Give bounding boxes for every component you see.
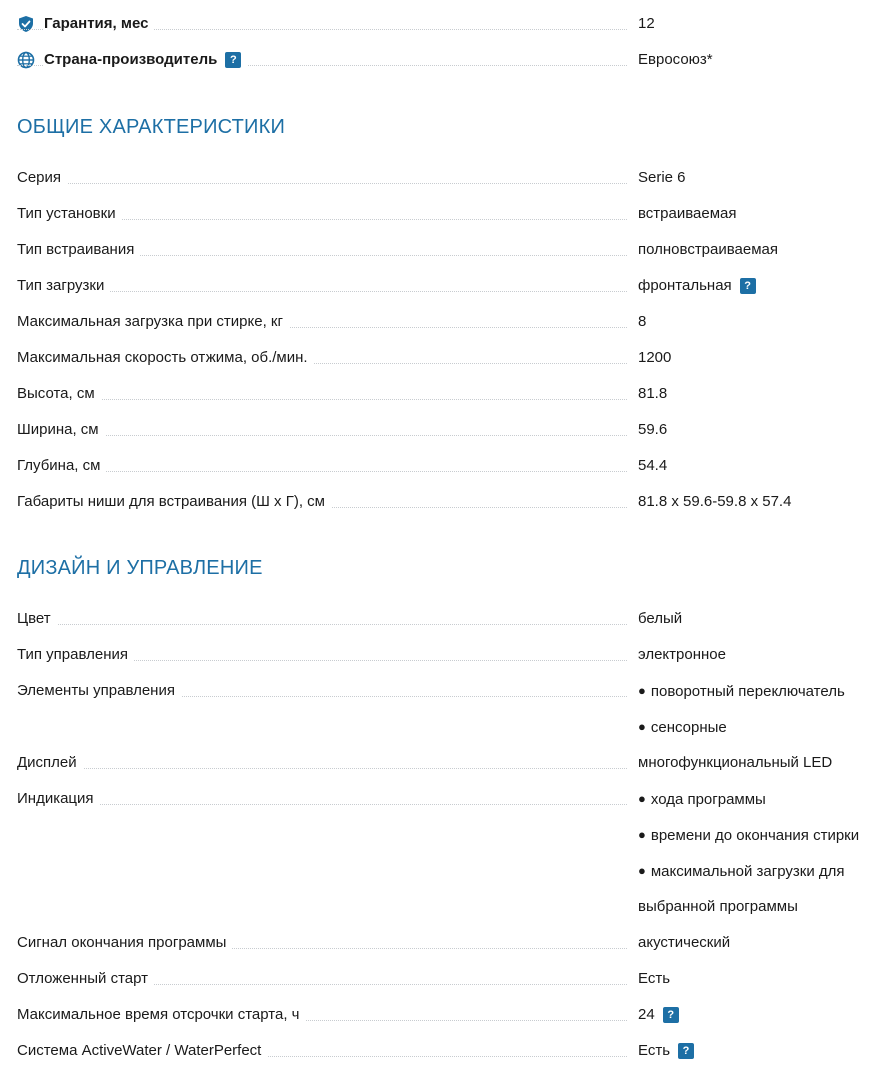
bullet-icon: ● bbox=[638, 827, 646, 842]
spec-value bbox=[638, 274, 756, 298]
spec-value bbox=[638, 310, 646, 334]
spec-value-text: Есть bbox=[638, 1042, 671, 1059]
spec-value-text: хода программы bbox=[650, 791, 766, 808]
spec-row bbox=[17, 925, 886, 961]
spec-row-continuation bbox=[17, 709, 886, 745]
spec-row bbox=[17, 412, 886, 448]
spec-value bbox=[638, 382, 667, 406]
spec-value bbox=[638, 346, 671, 370]
spec-label: Отложенный старт bbox=[17, 967, 154, 991]
spec-label: Система ActiveWater / WaterPerfect bbox=[17, 1039, 267, 1063]
spec-value-text: Serie 6 bbox=[638, 169, 686, 186]
spec-label: Элементы управления bbox=[17, 679, 181, 703]
spec-label: Максимальная скорость отжима, об./мин. bbox=[17, 346, 314, 370]
help-icon[interactable]: ? bbox=[225, 52, 241, 68]
spec-value-text: выбранной программы bbox=[638, 898, 798, 915]
help-icon[interactable]: ? bbox=[663, 1007, 679, 1023]
spec-value-text: 24 bbox=[638, 1006, 655, 1023]
spec-label: Цвет bbox=[17, 607, 57, 631]
spec-row bbox=[17, 997, 886, 1033]
dotted-leader bbox=[17, 768, 627, 769]
spec-value bbox=[638, 715, 727, 740]
spec-label bbox=[44, 48, 247, 72]
spec-value bbox=[638, 1003, 679, 1027]
spec-row bbox=[17, 160, 886, 196]
spec-value bbox=[638, 202, 737, 226]
spec-row bbox=[17, 673, 886, 709]
globe-icon bbox=[17, 51, 35, 69]
spec-value bbox=[638, 418, 667, 442]
spec-value-text: полновстраиваемая bbox=[638, 241, 779, 258]
spec-value bbox=[638, 967, 670, 991]
spec-label-text: Страна-производитель bbox=[44, 51, 218, 68]
spec-value-text: 81.8 x 59.6-59.8 x 57.4 bbox=[638, 493, 792, 510]
spec-value-text: встраиваемая bbox=[638, 205, 737, 222]
spec-row bbox=[17, 448, 886, 484]
spec-label: Высота, см bbox=[17, 382, 101, 406]
section-title-general: ОБЩИЕ ХАРАКТЕРИСТИКИ bbox=[17, 116, 286, 138]
spec-row bbox=[17, 196, 886, 232]
spec-value bbox=[638, 238, 778, 262]
spec-value-text: 81.8 bbox=[638, 385, 668, 402]
spec-value-text: 59.6 bbox=[638, 421, 668, 438]
spec-value-text: фронтальная bbox=[638, 277, 732, 294]
spec-label: Тип установки bbox=[17, 202, 122, 226]
spec-row bbox=[17, 961, 886, 997]
spec-label: Тип загрузки bbox=[17, 274, 110, 298]
spec-label: Гарантия, мес bbox=[44, 12, 154, 36]
spec-value-text: 8 bbox=[638, 313, 647, 330]
help-icon[interactable]: ? bbox=[740, 278, 756, 294]
spec-value-text: времени до окончания стирки bbox=[650, 827, 860, 844]
spec-row bbox=[17, 304, 886, 340]
spec-label: Сигнал окончания программы bbox=[17, 931, 232, 955]
spec-row bbox=[17, 745, 886, 781]
spec-value bbox=[638, 679, 845, 704]
bullet-icon: ● bbox=[638, 683, 646, 698]
spec-row bbox=[17, 340, 886, 376]
spec-value bbox=[638, 931, 730, 955]
spec-value-text: сенсорные bbox=[650, 719, 727, 736]
bullet-icon: ● bbox=[638, 863, 646, 878]
spec-label: Глубина, см bbox=[17, 454, 106, 478]
spec-value bbox=[638, 859, 845, 884]
help-icon[interactable]: ? bbox=[678, 1043, 694, 1059]
spec-label: Серия bbox=[17, 166, 67, 190]
spec-value bbox=[638, 751, 832, 775]
spec-row bbox=[17, 601, 886, 637]
bullet-icon: ● bbox=[638, 791, 646, 806]
spec-label: Максимальная загрузка при стирке, кг bbox=[17, 310, 289, 334]
spec-value-text: электронное bbox=[638, 646, 726, 663]
spec-value bbox=[638, 643, 726, 667]
bullet-icon: ● bbox=[638, 719, 646, 734]
dotted-leader bbox=[17, 624, 627, 625]
spec-value-text: белый bbox=[638, 610, 683, 627]
spec-label: Индикация bbox=[17, 787, 100, 811]
shield-check-icon bbox=[17, 15, 35, 33]
spec-row-country bbox=[17, 42, 886, 78]
spec-value: Евросоюз* bbox=[638, 51, 713, 68]
spec-value bbox=[638, 823, 859, 848]
dotted-leader bbox=[17, 804, 627, 805]
spec-value bbox=[638, 166, 686, 190]
spec-value bbox=[638, 895, 798, 919]
spec-value-text: поворотный переключатель bbox=[650, 683, 845, 700]
dotted-leader bbox=[17, 435, 627, 436]
spec-value-text: акустический bbox=[638, 934, 731, 951]
spec-value bbox=[638, 607, 682, 631]
spec-label: Габариты ниши для встраивания (Ш х Г), см bbox=[17, 490, 331, 514]
spec-row bbox=[17, 268, 886, 304]
spec-value: 12 bbox=[638, 15, 655, 32]
spec-row-continuation bbox=[17, 817, 886, 853]
section-title-design: ДИЗАЙН И УПРАВЛЕНИЕ bbox=[17, 557, 263, 579]
spec-row-continuation bbox=[17, 889, 886, 925]
spec-value-text: многофункциональный LED bbox=[638, 754, 833, 771]
spec-label: Максимальное время отсрочки старта, ч bbox=[17, 1003, 305, 1027]
spec-row-continuation bbox=[17, 853, 886, 889]
spec-value-text: 1200 bbox=[638, 349, 672, 366]
spec-value-text: Есть bbox=[638, 970, 671, 987]
spec-label: Тип встраивания bbox=[17, 238, 140, 262]
spec-label: Тип управления bbox=[17, 643, 134, 667]
spec-row bbox=[17, 484, 886, 520]
dotted-leader bbox=[17, 183, 627, 184]
dotted-leader bbox=[17, 399, 627, 400]
spec-row bbox=[17, 232, 886, 268]
spec-row-warranty bbox=[17, 6, 886, 42]
spec-label: Дисплей bbox=[17, 751, 83, 775]
spec-value bbox=[638, 1039, 694, 1063]
spec-value-text: максимальной загрузки для bbox=[650, 863, 845, 880]
spec-row bbox=[17, 637, 886, 673]
spec-row bbox=[17, 781, 886, 817]
dotted-leader bbox=[17, 471, 627, 472]
spec-value-text: 54.4 bbox=[638, 457, 668, 474]
spec-value bbox=[638, 454, 667, 478]
spec-row bbox=[17, 1033, 886, 1069]
spec-row bbox=[17, 376, 886, 412]
spec-value bbox=[638, 787, 766, 812]
spec-label: Ширина, см bbox=[17, 418, 105, 442]
spec-value bbox=[638, 490, 791, 514]
